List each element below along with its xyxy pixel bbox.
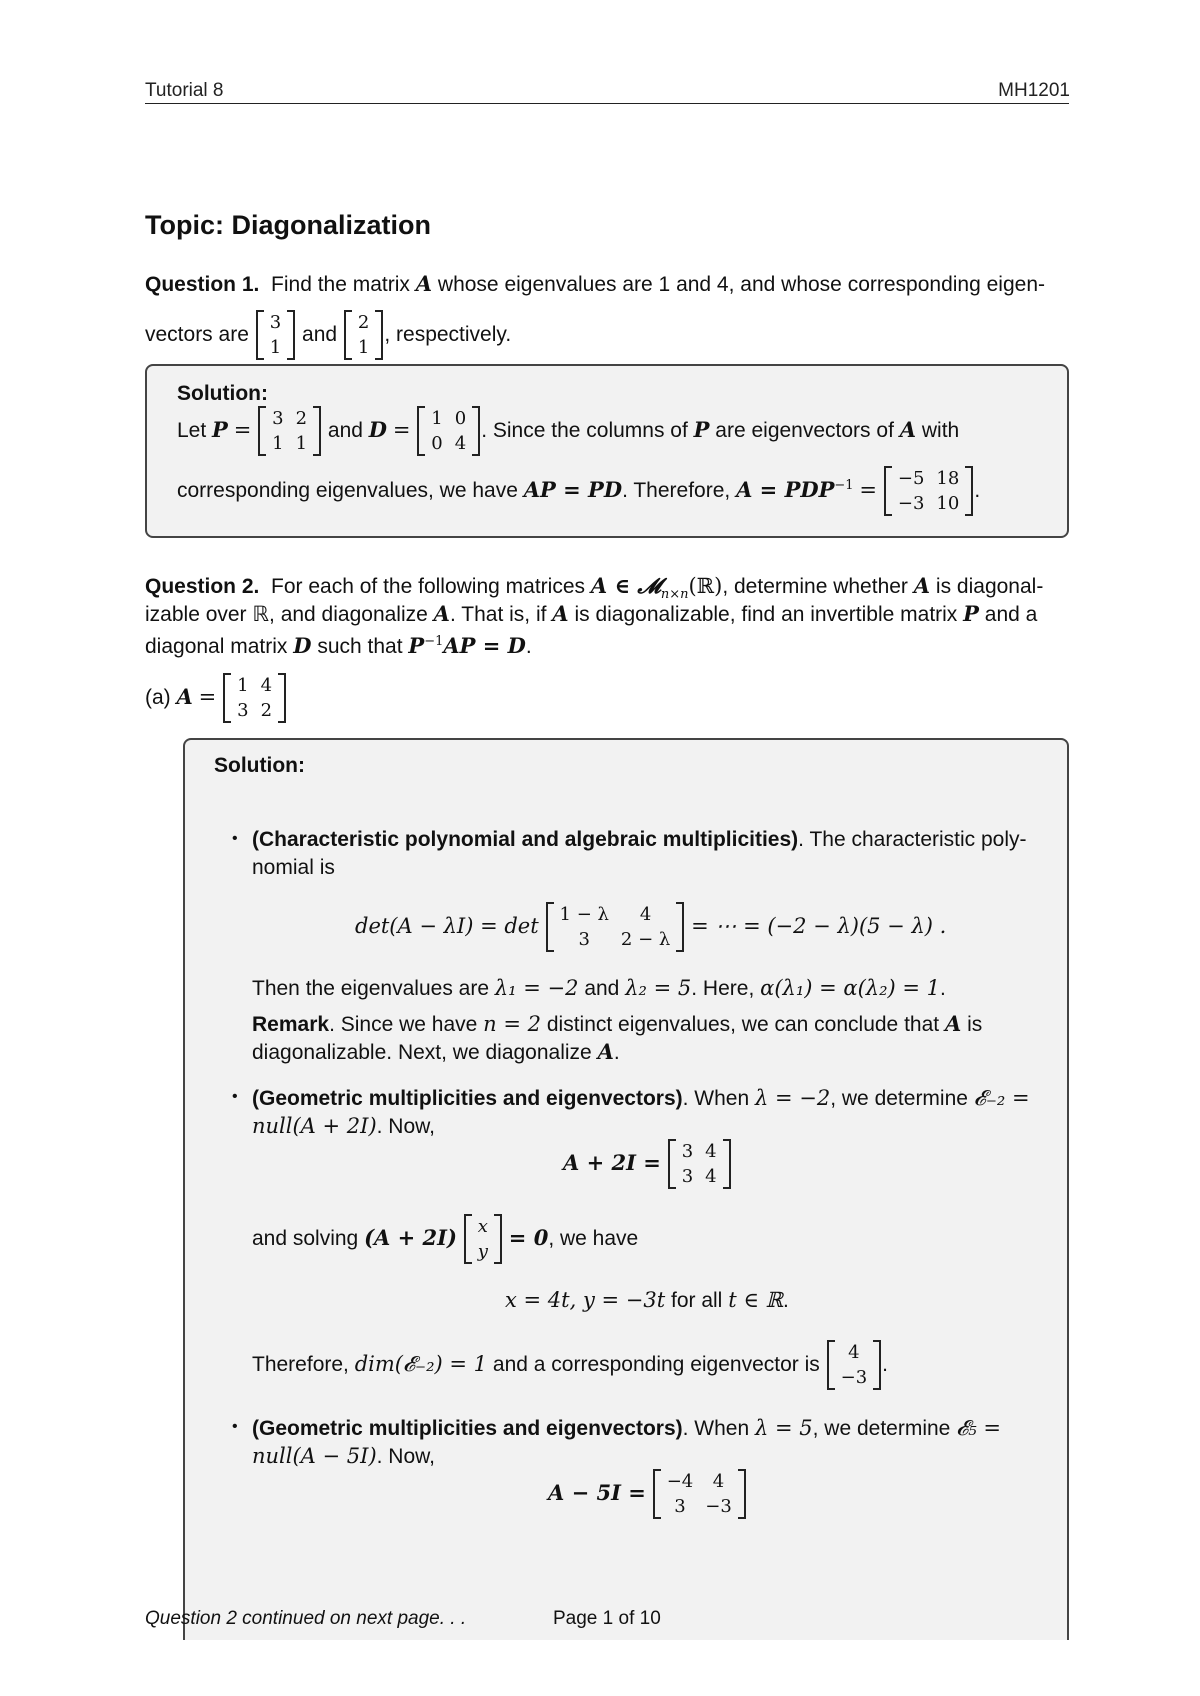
b1-line1: (Characteristic polynomial and algebraic multiplicities). The characteristic poly- [252,828,1027,851]
xy-vector: x y [463,1214,503,1264]
header-left: Tutorial 8 [145,80,224,101]
eigenvalues-line: Then the eigenvalues are λ₁ = −2 and λ₂ = 5. Here, α(λ₁) = α(λ₂) = 1. [252,976,946,1000]
sol1-line1: Let P = 3 2 1 1 and D = 1 0 0 4 . Since the columns of P are eigenvectors of A with [177,408,960,455]
footer-continued: Question 2 continued on next page. . . [145,1608,467,1629]
b3-line1: (Geometric multiplicities and eigenvectors). When λ = 5, we determine 𝓔₅ = [252,1416,1001,1440]
A-minus-5I-matrix: −4 4 3 −3 [652,1469,747,1519]
A-plus-2I-matrix: 3 4 3 4 [667,1139,732,1189]
q2-part-a: (a) A = 1 4 3 2 [145,669,287,726]
result-matrix: −5 18 −3 10 [883,466,974,516]
D-matrix: 1 0 0 4 [416,406,481,456]
b2-line2: null(A + 2I). Now, [252,1114,435,1138]
bullet-dot: • [232,1088,238,1105]
footer-page-number: Page 1 of 10 [553,1608,661,1629]
q1-line2: vectors are 3 1 and 2 1 , respectively. [145,312,512,359]
q2-label: Question 2. [145,575,260,598]
solution-1-label: Solution: [177,382,268,405]
q1-eigvec-2: 2 1 [343,310,384,360]
header-rule [145,103,1069,104]
solution-set: x = 4t, y = −3t for all t ∈ ℝ. [505,1288,789,1312]
remark-line1: Remark. Since we have n = 2 distinct eigenvalues, we can conclude that A is [252,1011,983,1036]
q2-line2: izable over ℝ, and diagonalize A. That is, if A is diagonalizable, find an invertible matrix P and a [145,601,1038,626]
eigvec-line: Therefore, dim(𝓔₋₂) = 1 and a corresponding eigenvector is 4 −3 . [252,1342,888,1389]
bullet-dot: • [232,1418,238,1435]
b1-line2: nomial is [252,856,335,879]
header-right: MH1201 [998,80,1070,101]
q1-eigvec-1: 3 1 [255,310,296,360]
q2a-matrix: 1 4 3 2 [222,673,287,723]
bullet-dot: • [232,830,238,847]
b3-line2: null(A − 5I). Now, [252,1444,435,1468]
remark-line2: diagonalizable. Next, we diagonalize A. [252,1039,620,1064]
eigenvector-1: 4 −3 [826,1340,883,1390]
P-matrix: 3 2 1 1 [257,406,322,456]
q2-line3: diagonal matrix D such that $P^{-1}AP = D$. [145,633,532,658]
q1-label: Question 1. [145,273,260,296]
char-poly-eq: det(A − λI) = det 1 − λ 4 3 2 − λ = ⋯ = (−2 − λ)(5 − λ) . [355,904,947,951]
b2-line1: (Geometric multiplicities and eigenvectors). When λ = −2, we determine 𝓔₋₂ = [252,1086,1030,1110]
A-minus-5I-eq: A − 5I = −4 4 3 −3 [548,1465,747,1522]
page-title: Topic: Diagonalization [145,210,431,240]
solving-line: and solving (A + 2I) x y = 0, we have [252,1216,639,1263]
det-matrix: 1 − λ 4 3 2 − λ [545,902,686,952]
q2-line1: Question 2. For each of the following matrices A ∈ 𝓜$_{n\times n}$(ℝ), determine whether A is diagonal- [145,573,1044,603]
sol1-line2: corresponding eigenvalues, we have AP = PD. Therefore, $A = PDP^{-1}$ = −5 18 −3 10 . [177,468,981,515]
solution-2-label: Solution: [214,754,305,777]
q1-line1: Question 1. Find the matrix A whose eigenvalues are 1 and 4, and whose corresponding eigen- [145,271,1045,296]
A-plus-2I-eq: A + 2I = 3 4 3 4 [563,1135,732,1192]
